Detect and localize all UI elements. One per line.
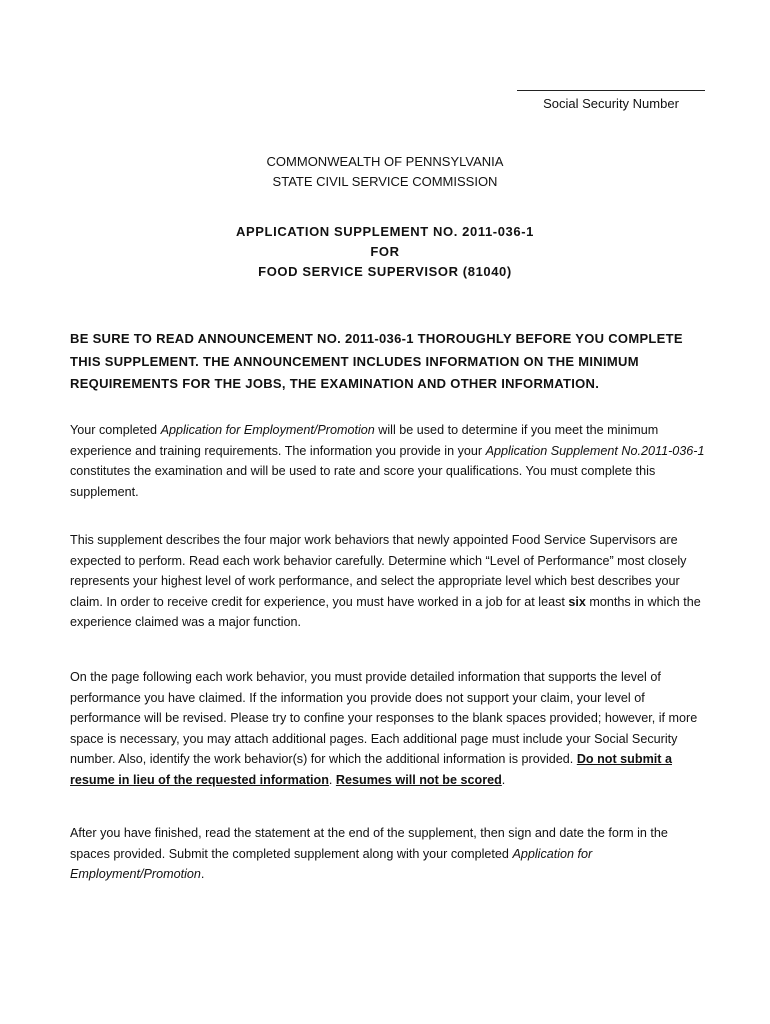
para2-text-2: months in which the experience claimed was a major function.	[70, 594, 701, 629]
title-line-2: FOR	[370, 244, 400, 259]
paragraph-submission	[70, 823, 710, 885]
agency-heading	[0, 152, 770, 192]
para1-italic-1: Application for Employment/Promotion	[160, 423, 375, 437]
paragraph-application-usage	[70, 420, 710, 502]
para3-underline-1: Do not submit a resume in lieu of the requested information	[70, 752, 672, 787]
para3-text-1: On the page following each work behavior, you must provide detailed information that supports the level of performance you have claimed. If the information you provide does not support your claim, your level of performance will be revised. Please try to confine your responses to the blank spaces provided; however, if more space is necessary, you may attach additional pages. Each additional page must include your Social Security number. Also, identify the work behavior(s) for which the additional information is provided.	[70, 670, 698, 766]
agency-line-1: COMMONWEALTH OF PENNSYLVANIA	[266, 154, 504, 169]
para2-bold-1: six	[568, 594, 586, 609]
para2-text-1: This supplement describes the four major work behaviors that newly appointed Food Service Supervisors are expected to perform. Read each work behavior carefully. Determine which “Level of Performance” most closely represents your highest level of work performance, and select the appropriate level which best describes your claim. In order to receive credit for experience, you must have worked in a job for at least	[70, 533, 687, 609]
para3-text-2: .	[328, 772, 336, 787]
title-line-1: APPLICATION SUPPLEMENT NO. 2011-036-1	[236, 224, 534, 239]
para1-text-2: will be used to determine if you meet the minimum experience and training requirements. The information you provide in your	[70, 423, 659, 458]
ssn-signature-line	[517, 90, 705, 91]
para1-text-3: constitutes the examination and will be used to rate and score your qualifications. You must complete this supplement.	[70, 464, 656, 499]
para3-underline-2: Resumes will not be scored	[335, 772, 502, 787]
para1-italic-2: Application Supplement No.2011-036-1	[485, 443, 705, 458]
agency-line-2: STATE CIVIL SERVICE COMMISSION	[272, 174, 498, 189]
para4-text-2: .	[200, 867, 205, 881]
document-title	[0, 222, 770, 282]
para1-text-1: Your completed	[70, 423, 161, 437]
para3-text-3: .	[501, 772, 506, 787]
warning-notice: BE SURE TO READ ANNOUNCEMENT NO. 2011-036-1 THOROUGHLY BEFORE YOU COMPLETE THIS SUPPLEMENT. THE ANNOUNCEMENT INCLUDES INFORMATION ON THE MINIMUM REQUIREMENTS FOR THE JOBS, THE EXAMINATION AND OTHER INFORMATION.	[70, 331, 683, 391]
ssn-label: Social Security Number	[543, 96, 679, 111]
para4-italic-1: Application for Employment/Promotion	[70, 846, 593, 881]
paragraph-detailed-information	[70, 667, 710, 790]
title-line-3: FOOD SERVICE SUPERVISOR (81040)	[258, 264, 512, 279]
para4-text-1: After you have finished, read the statement at the end of the supplement, then sign and date the form in the spaces provided. Submit the completed supplement along with your completed	[70, 826, 668, 861]
paragraph-work-behaviors	[70, 530, 710, 633]
